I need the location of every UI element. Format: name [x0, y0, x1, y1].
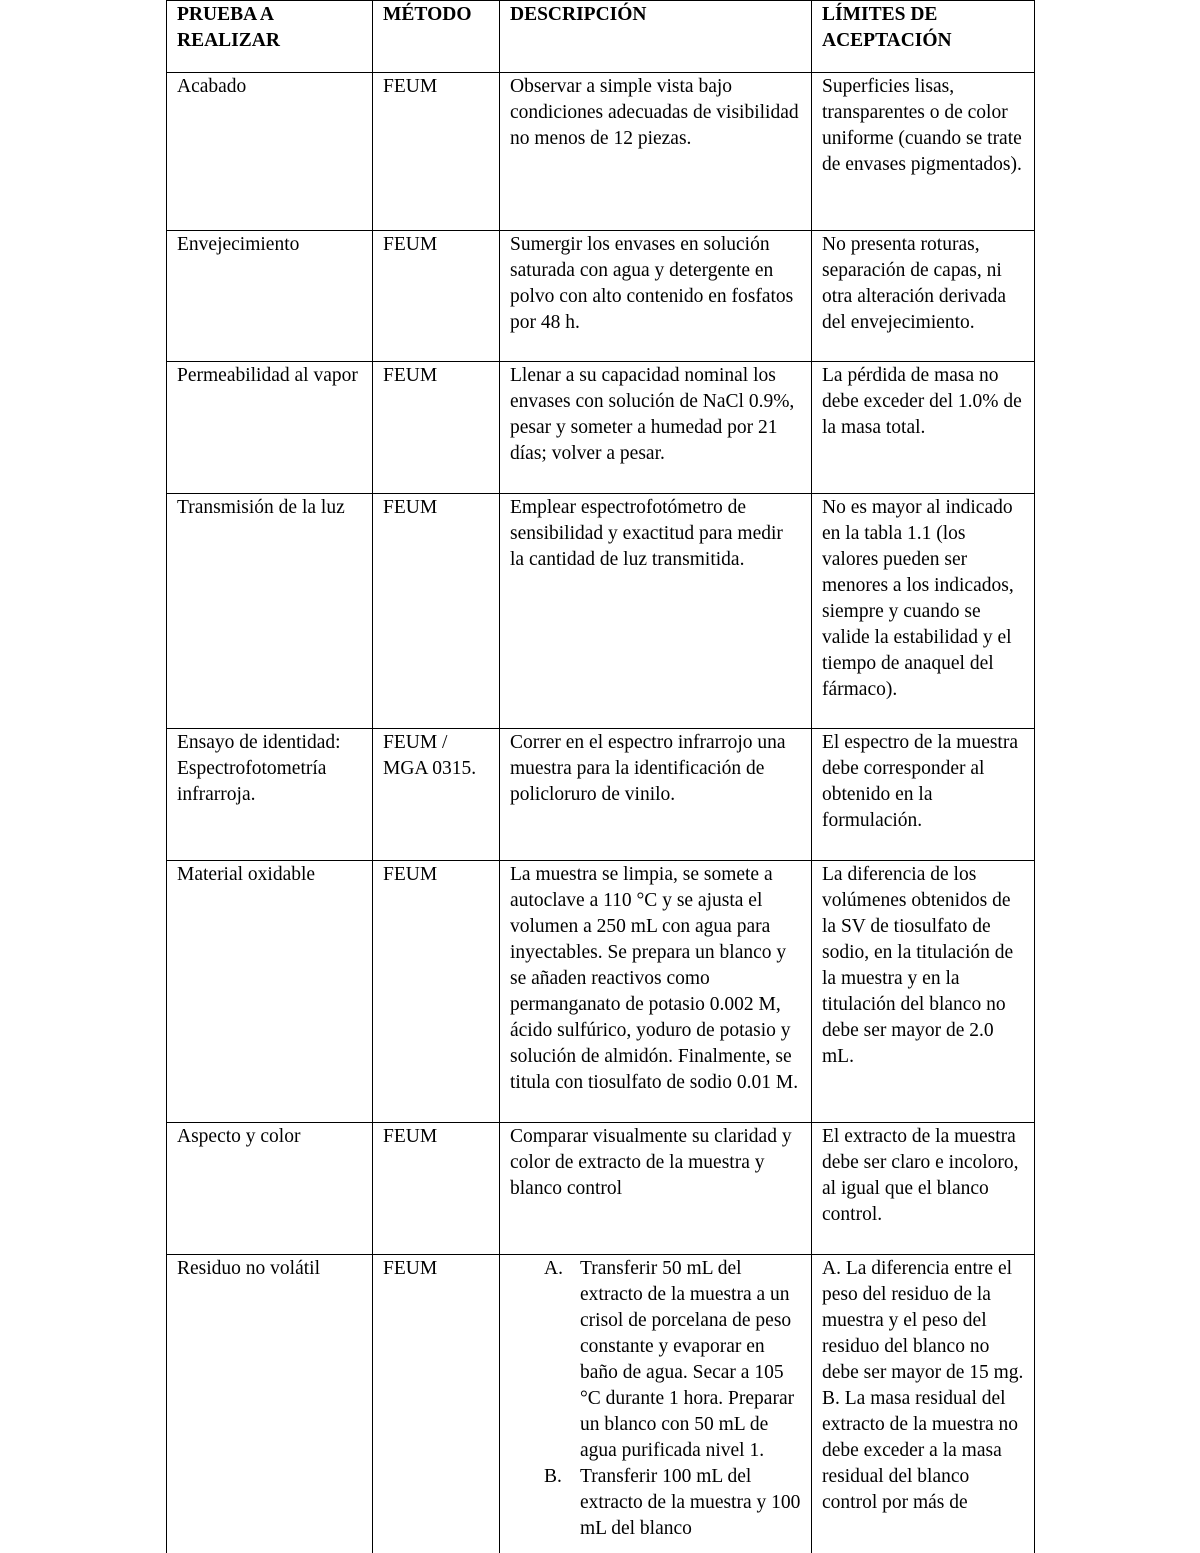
- header-metodo: MÉTODO: [373, 1, 500, 73]
- table-row: [167, 861, 1035, 1123]
- step-text: Transferir 50 mL del extracto de la muestra a un crisol de porcelana de peso constante y evaporar en baño de agua. Secar a 105 °C durante 1 hora. Preparar un blanco con 50 mL de agua purificada nivel 1.: [580, 1258, 795, 1461]
- cell-descripcion: Llenar a su capacidad nominal los envases con solución de NaCl 0.9%, pesar y someter a humedad por 21 días; volver a pesar.: [500, 362, 812, 494]
- step-marker: A.: [544, 1258, 563, 1279]
- table-row: [167, 73, 1035, 231]
- limit-a: A. La diferencia entre el peso del residuo de la muestra y el peso del residuo del blanco no debe ser mayor de 15 mg.: [822, 1258, 1024, 1383]
- step-marker: B.: [544, 1466, 562, 1487]
- cell-metodo: FEUM / MGA 0315.: [373, 729, 500, 861]
- cell-limites: [812, 1255, 1035, 1553]
- cell-prueba: Ensayo de identidad: Espectrofotometría infrarroja.: [167, 729, 373, 861]
- cell-prueba: Acabado: [167, 73, 373, 231]
- cell-metodo: FEUM: [373, 231, 500, 362]
- cell-limites: La diferencia de los volúmenes obtenidos de la SV de tiosulfato de sodio, en la titulación de la muestra y en la titulación del blanco no debe ser mayor de 2.0 mL.: [812, 861, 1035, 1123]
- header-descripcion: DESCRIPCIÓN: [500, 1, 812, 73]
- cell-prueba: Envejecimiento: [167, 231, 373, 362]
- cell-metodo: FEUM: [373, 1123, 500, 1255]
- cell-metodo: FEUM: [373, 362, 500, 494]
- table-row: [167, 231, 1035, 362]
- procedure-steps-list: [510, 1256, 801, 1542]
- cell-prueba: Aspecto y color: [167, 1123, 373, 1255]
- cell-descripcion: Observar a simple vista bajo condiciones adecuadas de visibilidad no menos de 12 piezas.: [500, 73, 812, 231]
- cell-descripcion: Comparar visualmente su claridad y color de extracto de la muestra y blanco control: [500, 1123, 812, 1255]
- cell-metodo: FEUM: [373, 73, 500, 231]
- table-row: [167, 729, 1035, 861]
- table-row: [167, 362, 1035, 494]
- cell-metodo: FEUM: [373, 494, 500, 729]
- cell-descripcion: Emplear espectrofotómetro de sensibilidad y exactitud para medir la cantidad de luz transmitida.: [500, 494, 812, 729]
- table-header-row: [167, 1, 1035, 73]
- cell-limites: El extracto de la muestra debe ser claro e incoloro, al igual que el blanco control.: [812, 1123, 1035, 1255]
- cell-limites: No es mayor al indicado en la tabla 1.1 (los valores pueden ser menores a los indicados, siempre y cuando se valide la estabilidad y el tiempo de anaquel del fármaco).: [812, 494, 1035, 729]
- cell-metodo: FEUM: [373, 861, 500, 1123]
- table-row: [167, 1123, 1035, 1255]
- acceptance-criteria-table: [166, 0, 1035, 1553]
- header-prueba: PRUEBA A REALIZAR: [167, 1, 373, 73]
- cell-descripcion: [500, 1255, 812, 1553]
- limit-b: B. La masa residual del extracto de la muestra no debe exceder a la masa residual del blanco control por más de: [822, 1388, 1018, 1513]
- step-text: Transferir 100 mL del extracto de la muestra y 100 mL del blanco: [580, 1466, 801, 1539]
- cell-descripcion: Sumergir los envases en solución saturada con agua y detergente en polvo con alto contenido en fosfatos por 48 h.: [500, 231, 812, 362]
- cell-metodo: FEUM: [373, 1255, 500, 1553]
- cell-limites: La pérdida de masa no debe exceder del 1.0% de la masa total.: [812, 362, 1035, 494]
- cell-limites: El espectro de la muestra debe corresponder al obtenido en la formulación.: [812, 729, 1035, 861]
- header-limites: LÍMITES DE ACEPTACIÓN: [812, 1, 1035, 73]
- procedure-step: [510, 1256, 801, 1464]
- table-row: [167, 1255, 1035, 1553]
- cell-prueba: Transmisión de la luz: [167, 494, 373, 729]
- cell-prueba: Permeabilidad al vapor: [167, 362, 373, 494]
- cell-descripcion: La muestra se limpia, se somete a autoclave a 110 °C y se ajusta el volumen a 250 mL con agua para inyectables. Se prepara un blanco y se añaden reactivos como permanganato de potasio 0.002 M, ácido sulfúrico, yoduro de potasio y solución de almidón. Finalmente, se titula con tiosulfato de sodio 0.01 M.: [500, 861, 812, 1123]
- cell-descripcion: Correr en el espectro infrarrojo una muestra para la identificación de policloruro de vinilo.: [500, 729, 812, 861]
- cell-limites: Superficies lisas, transparentes o de color uniforme (cuando se trate de envases pigmentados).: [812, 73, 1035, 231]
- table-row: [167, 494, 1035, 729]
- procedure-step: [510, 1464, 801, 1542]
- cell-prueba: Residuo no volátil: [167, 1255, 373, 1553]
- cell-prueba: Material oxidable: [167, 861, 373, 1123]
- cell-limites: No presenta roturas, separación de capas, ni otra alteración derivada del envejecimiento.: [812, 231, 1035, 362]
